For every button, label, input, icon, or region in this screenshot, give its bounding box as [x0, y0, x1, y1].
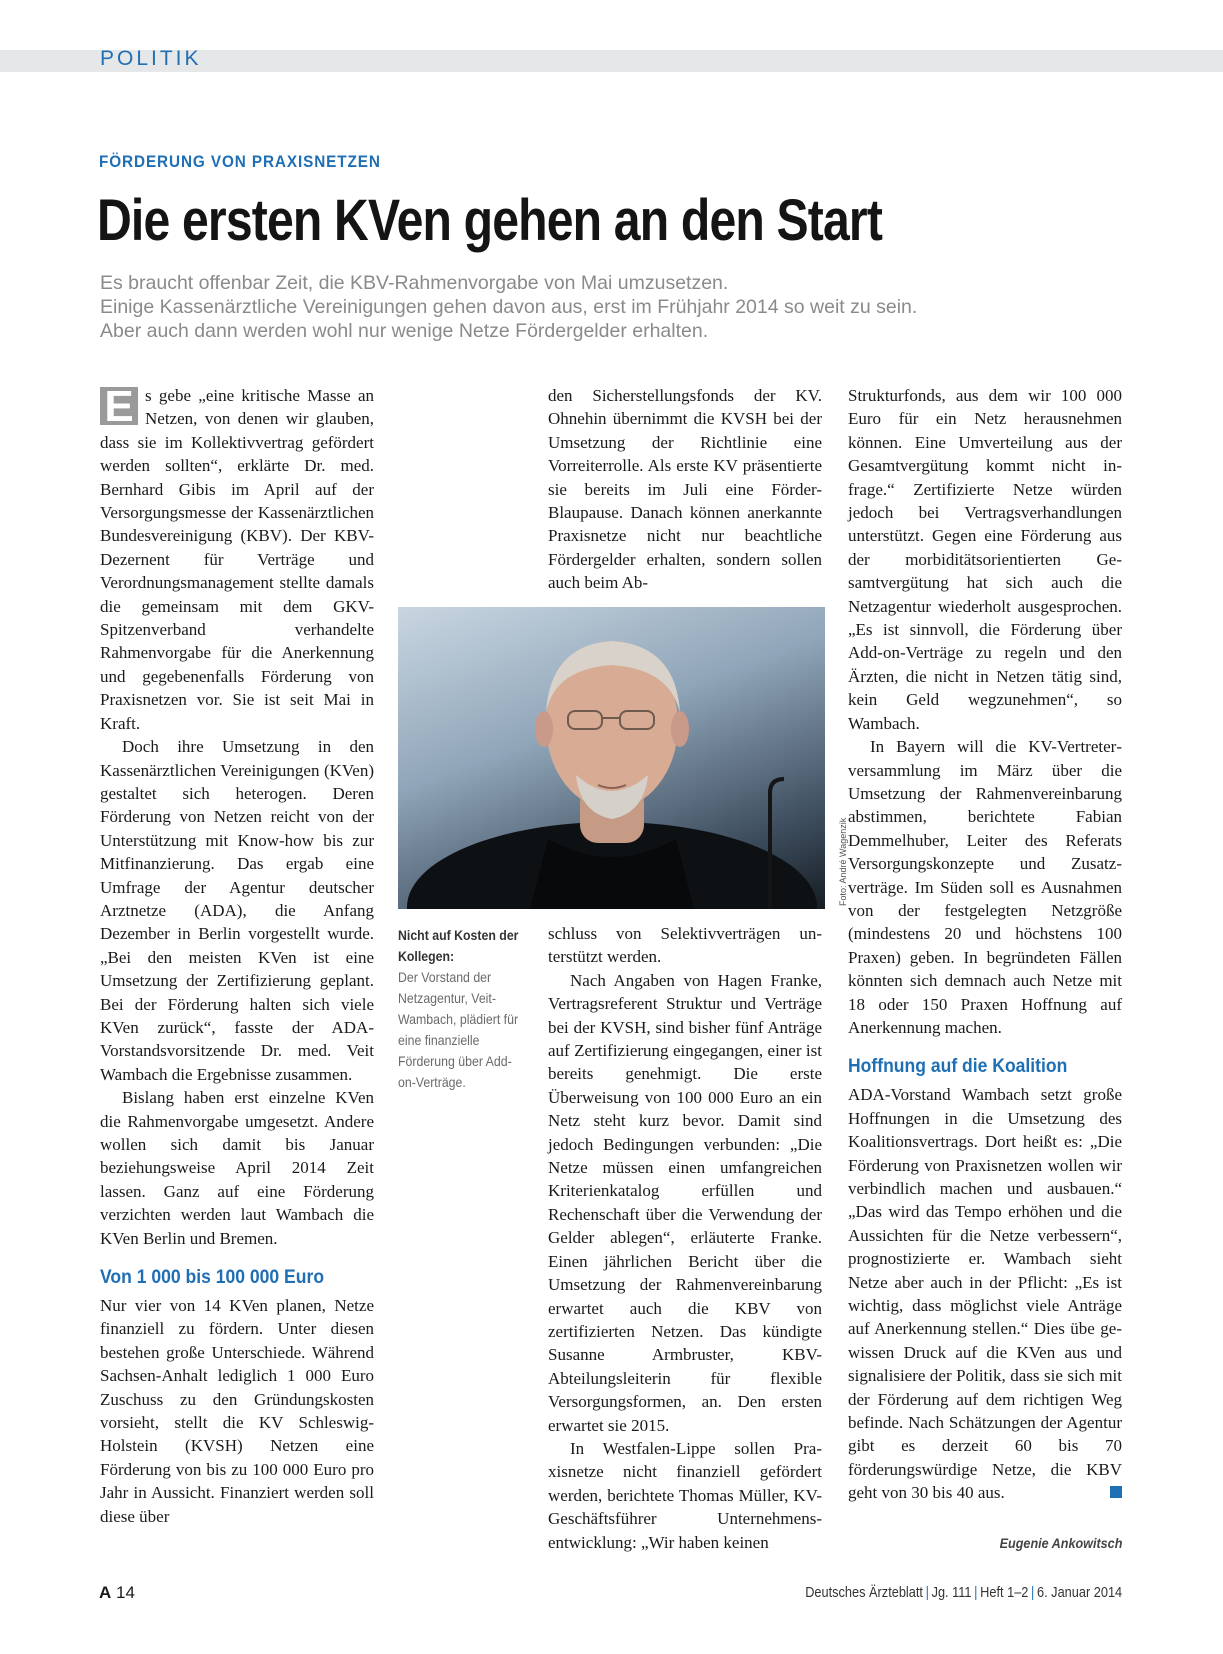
column-3	[848, 384, 1122, 1505]
paragraph: Strukturfonds, aus dem wir 100 000 Euro für ein Netz herausnehmen können. Eine Umverteilung aus der Gesamtvergütung kommt nicht infrage.“ Zertifizierte Netze würden jedoch bei Vertragsverhandlungen unterstützt. Gegen eine Förderung aus der morbiditätsorientierten Gesamtvergütung hat sich auch die Netzagentur wiederholt ausgesprochen. „Es ist sinnvoll, die Förderung über Add-on-Verträge zu regeln und den Ärzten, die nicht in Netzen tätig sind, kein Geld wegzunehmen“, so Wambach.	[848, 386, 1122, 733]
paragraph-text: s gebe „eine kritische Masse an Netzen, von denen wir glauben, dass sie im Kollektivvertrag gefördert werden sollten“, erklärte Dr. med. Bernhard Gibis im April auf der Versorgungsmesse der Kassenärztlichen Bundesvereinigung (KBV). Der KBV-Dezernent für Verträge und Verordnungsmanagement stellte damals die gemeinsam mit dem GKV-Spitzenverband verhandelte Rahmenvorgabe für die Anerkennung und gegebenenfalls Förderung von Praxisnetzen vor. Sie ist seit Mai in Kraft.	[100, 386, 374, 733]
drop-cap: E	[100, 387, 138, 425]
paragraph: schluss von Selektivverträgen unterstützt werden.	[548, 924, 822, 967]
publication-footer	[805, 1585, 1122, 1601]
page-number	[99, 1583, 135, 1603]
journal-name: Deutsches Ärzteblatt	[805, 1585, 923, 1601]
article-lead	[100, 271, 1100, 343]
end-of-article-icon	[1110, 1486, 1122, 1498]
divider: |	[974, 1585, 978, 1601]
portrait-photo	[398, 607, 825, 909]
column-2-top	[548, 384, 822, 595]
author-byline: Eugenie Ankowitsch	[999, 1535, 1122, 1551]
paragraph: In Westfalen-Lippe sollen Praxisnetze nicht finanziell gefördert werden, berichtete Thomas Müller, KV-Geschäftsführer Unternehmensentwicklung: „Wir haben keinen	[548, 1438, 822, 1552]
page-number-value: 14	[116, 1583, 135, 1602]
paragraph: Doch ihre Umsetzung in den Kassenärztlichen Vereinigungen (KVen) gestaltet sich heterogen. Deren Förderung von Netzen reicht von der Unterstützung mit Know-how bis zur Mitfinanzierung. Das ergab eine Umfrage der Agentur deutscher Arztnetze (ADA), die Anfang Dezember in Berlin vorgestellt wurde. „Bei den meisten KVen ist eine Umsetzung der Zertifizierung geplant. Bei der Förderung halten sich viele KVen zurück“, fasste der ADA-Vorstandsvorsitzende Dr. med. Veit Wambach die Ergebnisse zusammen.	[100, 737, 374, 1084]
paragraph: Bislang haben erst einzelne KVen die Rahmenvorgabe umgesetzt. Andere wollen sich damit bis Januar beziehungsweise April 2014 Zeit lassen. Ganz auf eine Förderung verzichten werden laut Wambach die KVen Berlin und Bremen.	[100, 1088, 374, 1248]
lead-line: Aber auch dann werden wohl nur wenige Netze Fördergelder erhalten.	[100, 320, 709, 342]
caption-text: Der Vorstand der Netzagentur, Veit-Wambach, plädiert für eine finanzielle Förderung über Add-on-Verträge.	[398, 969, 519, 1090]
paragraph: den Sicherstellungsfonds der KV. Ohnehin übernimmt die KVSH bei der Umsetzung der Richtlinie eine Vorreiterrolle. Als erste KV präsentierte sie bereits im Juli eine Förder-Blaupause. Danach können anerkannte Praxisnetze nicht nur beachtliche Fördergelder erhalten, sondern sollen auch beim Ab-	[548, 386, 822, 593]
paragraph	[100, 384, 374, 735]
journal-issue: Heft 1–2	[980, 1585, 1029, 1601]
paragraph	[848, 1083, 1122, 1504]
page-prefix: A	[99, 1583, 112, 1602]
photo-caption	[398, 925, 521, 1093]
article-kicker: FÖRDERUNG VON PRAXISNETZEN	[99, 152, 381, 171]
column-1	[100, 384, 374, 1528]
portrait-illustration	[398, 607, 825, 909]
subheading: Hoffnung auf die Koalition	[848, 1055, 1068, 1078]
paragraph: In Bayern will die KV-Vertreterversammlung im März über die Umsetzung der Rahmenvereinbarung abstimmen, berichtete Fabian Demmelhuber, Leiter des Referats Versorgungskonzepte und Zusatzverträge. Im Süden soll es Ausnahmen von der festgelegten Netzgröße (mindestens 20 und höchstens 100 Praxen) geben. In begründeten Fällen könnten sich demnach auch Netze mit 18 oder 150 Praxen Hoffnung auf Anerkennung machen.	[848, 737, 1122, 1037]
paragraph: Nur vier von 14 KVen planen, Netze finanziell zu fördern. Unter diesen bestehen große Unterschiede. Während Sachsen-Anhalt lediglich 1 000 Euro Zuschuss zu den Gründungskosten vorsieht, stellt die KV Schleswig-Holstein (KVSH) Netzen eine Förderung von bis zu 100 000 Euro pro Jahr in Aussicht. Finanziert werden soll diese über	[100, 1296, 374, 1526]
photo-credit: Foto: André Wagenzik	[838, 817, 848, 906]
journal-date: 6. Januar 2014	[1036, 1585, 1122, 1601]
journal-volume: Jg. 111	[931, 1585, 972, 1601]
subheading: Von 1 000 bis 100 000 Euro	[100, 1266, 325, 1289]
paragraph: Nach Angaben von Hagen Franke, Vertragsreferent Struktur und Verträge bei der KVSH, sind bisher fünf Anträge auf Zertifizierung eingegangen, einer ist bereits genehmigt. Die erste Überweisung von 100 000 Euro an ein Netz steht kurz bevor. Damit sind jedoch Bedingungen verbunden: „Die Netze müssen einen umfangreichen Kriterienkatalog erfüllen und Rechenschaft über die Verwendung der Gelder ablegen“, erläuterte Franke. Einen jährlichen Bericht über die Umsetzung der Rahmenvereinbarung erwartet auch die KBV von zertifizierten Netzen. Das kündigte Susanne Armbruster, KBV-Abteilungsleiterin für flexible Versorgungsformen, an. Den ersten erwartet sie 2015.	[548, 970, 822, 1435]
paragraph-text: ADA-Vorstand Wambach setzt große Hoffnungen in die Umsetzung des Koalitionsvertrags. Dort heißt es: „Die Förderung von Praxisnetzen wollen wir verbindlich machen und ausbauen.“ „Das wird das Tempo erhöhen und die Aussichten für die Netze verbessern“, prognostizierte er. Wambach sieht Netze aber auch in der Pflicht: „Es ist wichtig, dass möglichst viele Anträge auf Anerkennung stellen.“ Dies übe gewissen Druck auf die KVen aus und signalisiere der Politik, dass sie sich mit der Förderung auf dem richtigen Weg befinde. Nach Schätzungen der Agentur gibt es derzeit 60 bis 70 förderungswürdige Netze, die KBV geht von 30 bis 40 aus.	[848, 1085, 1122, 1503]
lead-line: Es braucht offenbar Zeit, die KBV-Rahmenvorgabe von Mai umzusetzen.	[100, 272, 729, 294]
caption-title: Nicht auf Kosten der Kollegen:	[398, 927, 519, 964]
divider: |	[1030, 1585, 1035, 1601]
lead-line: Einige Kassenärztliche Vereinigungen gehen davon aus, erst im Frühjahr 2014 so weit zu sein.	[100, 296, 918, 318]
article-headline: Die ersten KVen gehen an den Start	[97, 188, 883, 253]
column-2-bottom	[548, 922, 822, 1554]
divider: |	[925, 1585, 929, 1601]
section-label: POLITIK	[100, 47, 202, 70]
